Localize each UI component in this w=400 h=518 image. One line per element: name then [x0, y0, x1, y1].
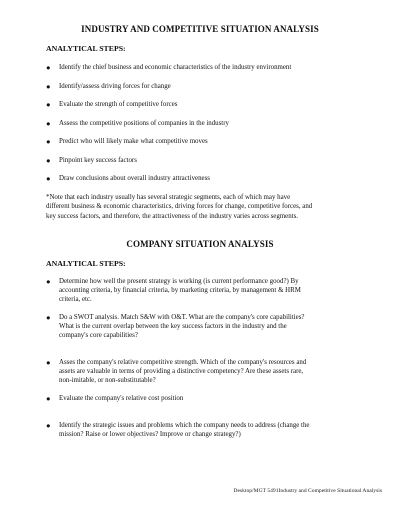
bullet-icon: ●: [46, 100, 51, 109]
footer-path: Desktop/MGT 5491Industry and Competitive Situational Analysis: [233, 488, 382, 494]
bullet-icon: ●: [46, 358, 51, 367]
bullet-icon: ●: [46, 119, 51, 128]
bullet-icon: ●: [46, 313, 51, 322]
bullet-icon: ●: [46, 277, 51, 286]
document-page: INDUSTRY AND COMPETITIVE SITUATION ANALYSIS ANALYTICAL STEPS: ● Identify the chief business and economic characteristics of the industry environment ● Identify/assess driving forces for change ● Evaluate the strength of competitive forces ● Assess the competitive positions of companies in the industry ● Predict who will likely make what competitive moves ● Pinpoint key success factors ● Draw conclusions about overall industry attractiveness *Note that each industry usually has several strategic segments, each of which may have different business & economic characteristics, driving forces for change, competitive forces, and key success factors, and therefore, the attractiveness of the industry varies across segments. COMPANY SITUATION ANALYSIS ANALYTICAL STEPS: ● Determine how well the present strategy is working (is current performance good?) By accounting criteria, by financial criteria, by marketing criteria, by management & HRM criteria, etc. ● Do a SWOT analysis. Match S&W with O&T. What are the company's core capabilities? What is the current overlap between the key success factors in the industry and the company's core capabilities? ● Asses the company's relative competitive strength. Which of the company's resources and assets are valuable in terms of providing a distinctive competency? Are these assets rare, non-imitable, or non-substitutable? ● Evaluate the company's relative cost position ● Identify the strategic issues and problems which the company needs to address (change the mission? Raise or lower objectives? Improve or change strategy?) Desktop/MGT 5491Industry and Competitive Situational Analysis: [0, 0, 400, 518]
bullet-icon: ●: [46, 63, 51, 72]
bullet-icon: ●: [46, 394, 51, 403]
bullet-icon: ●: [46, 137, 51, 146]
bullet-icon: ●: [46, 82, 51, 91]
bullet-icon: ●: [46, 174, 51, 183]
company-title: COMPANY SITUATION ANALYSIS: [126, 239, 274, 249]
industry-note: *Note that each industry usually has several strategic segments, each of which may have different business & economic characteristics, driving forces for change, competitive forces, and key success factors, and therefore, the attractiveness of the industry varies across segments.: [46, 194, 313, 220]
bullet-icon: ●: [46, 156, 51, 165]
industry-title: INDUSTRY AND COMPETITIVE SITUATION ANALYSIS: [81, 24, 319, 34]
bullet-icon: ●: [46, 421, 51, 430]
company-steps-heading: ANALYTICAL STEPS:: [46, 259, 126, 268]
industry-steps-heading: ANALYTICAL STEPS:: [46, 44, 126, 53]
